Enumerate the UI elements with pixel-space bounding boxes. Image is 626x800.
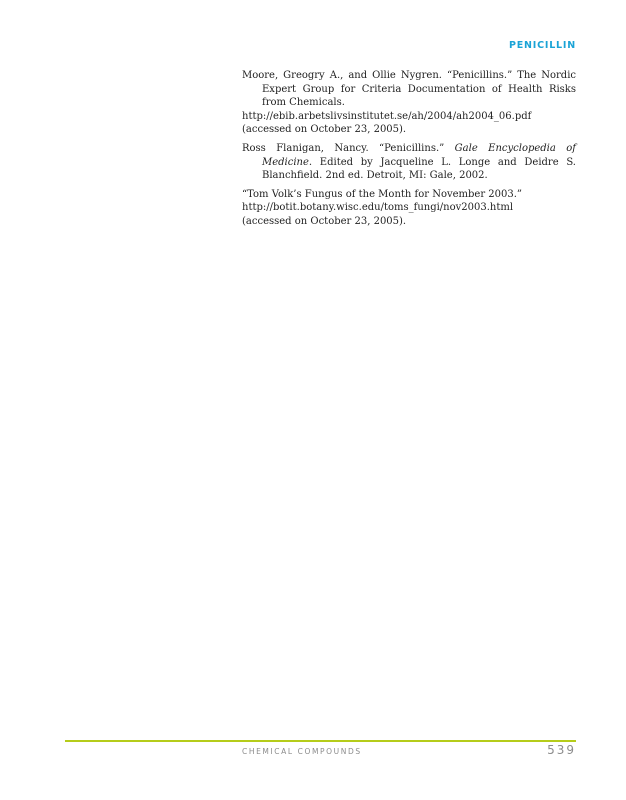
reference-entry	[242, 69, 576, 137]
footer-rule	[65, 740, 576, 742]
reference-url: http://ebib.arbetslivsinstitutet.se/ah/2004/ah2004_06.pdf	[242, 110, 532, 122]
reference-entry	[242, 188, 576, 229]
reference-text: Edited by Jacqueline L. Longe and Deidre S. Blanchfield. 2nd ed. Detroit, MI: Gale, 2002.	[262, 156, 576, 182]
reference-accessed: (accessed on October 23, 2005).	[242, 215, 407, 227]
references-list	[242, 69, 576, 234]
running-head: PENICILLIN	[508, 40, 576, 51]
reference-text: Ross Flanigan, Nancy. “Penicillins.”	[242, 142, 455, 154]
reference-text: “Tom Volk’s Fungus of the Month for November 2003.”	[242, 188, 523, 200]
reference-entry	[242, 142, 576, 183]
page-number: 539	[547, 743, 576, 757]
reference-text: Moore, Greogry A., and Ollie Nygren. “Penicillins.” The Nordic Expert Group for Criteria Documentation of Health Risks from Chemicals.	[242, 70, 576, 109]
footer-label: CHEMICAL COMPOUNDS	[242, 747, 362, 756]
reference-title: Gale Encyclopedia of Medicine.	[262, 142, 576, 168]
reference-accessed: (accessed on October 23, 2005).	[242, 124, 407, 136]
reference-url: http://botit.botany.wisc.edu/toms_fungi/nov2003.html	[242, 202, 514, 214]
